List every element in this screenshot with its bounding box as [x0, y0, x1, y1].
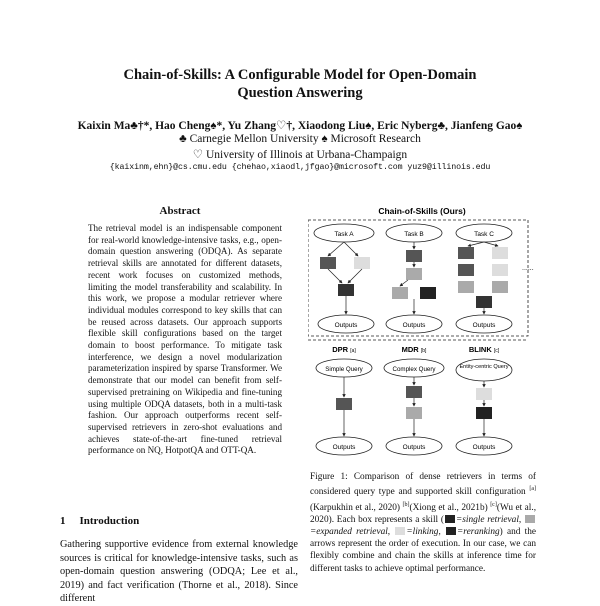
figure-caption: Figure 1: Comparison of dense retrievers in terms of considered query type and supported skill configuration [a](Karpukhin et al., 2020) [b](Xiong et al., 2021b) [c](Wu et al., 2020). Each box represents a skill ( =single retrieval, =expanded retrieval, =linking, =reranking) and the arrows represent the order of execution. In our case, we can flexibly combine and chain the skills at inference time for different tasks to achieve optimal performance.	[310, 472, 537, 574]
skill-box-expanded	[458, 281, 474, 293]
section-title: Introduction	[79, 515, 140, 527]
figure-title: Chain-of-Skills (Ours)	[378, 206, 466, 216]
outputs-a-label: Outputs	[334, 322, 358, 329]
skill-box-reranking	[476, 407, 492, 419]
outputs-blink-label: Outputs	[472, 444, 496, 451]
ours-column-a	[314, 224, 374, 333]
skill-box-single	[458, 264, 474, 276]
skill-box-linking	[476, 388, 492, 400]
baseline-mdr-name: MDR [b]	[401, 345, 427, 354]
entity-query-label: Entity-centric Query	[459, 364, 509, 370]
outputs-mdr-label: Outputs	[402, 444, 426, 451]
paper-title	[0, 66, 600, 102]
swatch-reranking	[446, 527, 456, 535]
baseline-dpr	[316, 345, 372, 455]
outputs-c-label: Outputs	[472, 322, 496, 329]
swatch-expanded	[525, 515, 535, 523]
ellipsis-more-tasks: ......	[522, 265, 534, 272]
affiliation-line-2: ♡ University of Illinois at Urbana-Champaign	[192, 149, 408, 161]
section-heading	[60, 515, 153, 527]
baseline-mdr	[384, 345, 444, 455]
section-body-text: Gathering supportive evidence from external knowledge sources is critical for knowledge-intensive tasks, such as open-domain question answering (ODQA; Lee et al., 2019) and fact verification (Thorne et al., 2018). Since different	[60, 539, 298, 605]
skill-box-reranking	[338, 284, 354, 296]
section-number: 1	[60, 515, 66, 527]
task-b-label: Task B	[404, 231, 424, 238]
swatch-single	[445, 515, 455, 523]
skill-box-linking	[354, 257, 370, 269]
task-c-label: Task C	[474, 231, 494, 238]
abstract-heading: Abstract	[159, 205, 201, 217]
entity-query-node	[456, 359, 512, 381]
swatch-linking	[395, 527, 405, 535]
skill-box-expanded	[492, 281, 508, 293]
ours-column-b	[386, 224, 442, 333]
skill-box-single	[320, 257, 336, 269]
author-emails: {kaixinm,ehn}@cs.cmu.edu {chehao,xiaodl,jfgao}@microsoft.com yuz9@illinois.edu	[109, 163, 491, 172]
title-line-1: Chain-of-Skills: A Configurable Model for Open-Domain	[123, 67, 477, 83]
skill-box-expanded	[406, 407, 422, 419]
baseline-blink-name: BLINK [c]	[468, 345, 500, 354]
skill-box-single	[406, 386, 422, 398]
outputs-b-label: Outputs	[402, 322, 426, 329]
skill-box-reranking	[476, 296, 492, 308]
title-line-2: Question Answering	[237, 85, 363, 101]
skill-box-expanded	[406, 268, 422, 280]
task-a-label: Task A	[334, 231, 354, 238]
skill-box-linking	[492, 264, 508, 276]
simple-query-label: Simple Query	[325, 366, 363, 373]
skill-box-reranking	[420, 287, 436, 299]
skill-box-single	[336, 398, 352, 410]
abstract-text: The retrieval model is an indispensable component for real-world knowledge-intensive tasks, e.g., open-domain question answering (ODQA). As separate retrieval skills are annotated for different datasets, recent work focuses on customized methods, limiting the model transferability and scalability. In this work, we propose a modular retriever where individual modules correspond to key skills that can be reused across datasets. Our approach supports flexible skill configurations based on the target domain to boost performance. To mitigate task interference, we design a novel modularization parameterization inspired by sparse Transformer. We demonstrate that our model can benefit from self-supervised pretraining on Wikipedia and fine-tuning using multiple ODQA datasets, both in a multi-task fashion. Our approach outperforms recent self-supervised retrievers in zero-shot evaluations and achieves state-of-the-art fine-tuned retrieval performance on NQ, HotpotQA and OTT-QA.	[88, 223, 282, 456]
baseline-dpr-name: DPR [a]	[332, 345, 356, 354]
skill-box-single	[406, 250, 422, 262]
skill-box-linking	[492, 247, 508, 259]
figure-1-diagram	[308, 200, 538, 462]
skill-box-expanded	[392, 287, 408, 299]
affiliation-line-1: ♣ Carnegie Mellon University ♠ Microsoft Research	[179, 133, 421, 145]
ours-column-c	[456, 224, 534, 333]
skill-box-single	[458, 247, 474, 259]
author-list: Kaixin Ma♣†*, Hao Cheng♠*, Yu Zhang♡†, Xiaodong Liu♠, Eric Nyberg♣, Jianfeng Gao♠	[77, 120, 523, 132]
complex-query-label: Complex Query	[392, 366, 436, 373]
baseline-blink	[456, 345, 512, 455]
outputs-dpr-label: Outputs	[332, 444, 356, 451]
